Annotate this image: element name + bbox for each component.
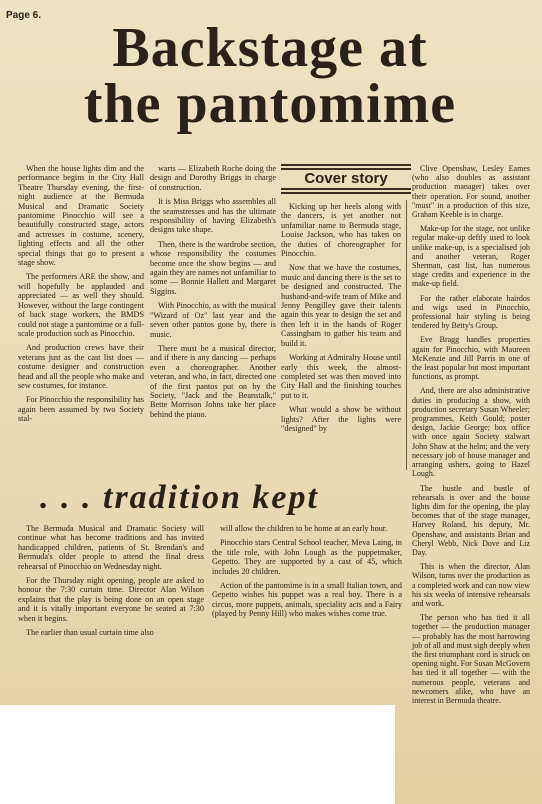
paragraph: The person who has tied it all together — the production manager — probably has the most harrowing job of all and must sigh deeply when the first triumphant cord is struck on opening night. For Susan McGovern has tied it all together — with the numerous people, veterans and newcomers alike, who have an interest in Bermuda theatre. <box>412 613 530 705</box>
paragraph: What would a show be without lights? After the lights were "designed" by <box>281 405 401 433</box>
paragraph: There must be a musical director, and if there is any dancing — perhaps even a choreographer. Another veteran, and who, in fact, directed one of the first pantos put on by the Society, "Jack and the Beanstalk," Bette Morrison Johns take her place behind the piano. <box>150 343 276 419</box>
paragraph: It is Miss Briggs who assembles all the seamstresses and has the ultimate responsibility of having Elizabeth's designs take shape. <box>150 197 276 235</box>
paragraph: The earlier than usual curtain time also <box>26 628 154 638</box>
paragraph: warts — Elizabeth Roche doing the design and Dorothy Briggs in charge of construction. <box>150 164 276 192</box>
paragraph: Now that we have the costumes, music and dancing there is the set to be designed and constructed. The husband-and-wife team of Mike and Jenny Pengilley gave their talents again this year to design the set and then left it in the hands of Roger Cassingham to gather his team and build it. <box>281 263 401 348</box>
paragraph: Make-up for the stage, not unlike regular make-up deftly used to look unlike make-up, is a specialised job and another veteran, Roger Sherman, cast list, has numerous stage credits and experience in the make-up field. <box>412 224 530 289</box>
paragraph: The performers ARE the show, and will hopefully be applauded and appreciated — as well they should. However, without the large contingent of back stage workers, the BMDS could not stage a pantomime or a full-scale production such as Pinocchio. <box>18 272 144 338</box>
headline <box>20 17 520 135</box>
paragraph: Kicking up her heels along with the dancers, is yet another not unfamiliar name to Bermuda stage, Louise Jackson, who has taken on the duties of choreographer for Pinocchio. <box>281 202 401 259</box>
blank-backing <box>0 705 395 804</box>
paragraph: With Pinocchio, as with the musical "Wizard of Oz" last year and the seven other pantos gone by, there is music. <box>150 301 276 339</box>
paragraph: Then, there is the wardrobe section, whose responsibility the costumes become once the show begins — and again they are names not unfamiliar to some — Bonnie Hallett and Margaret Siggins. <box>150 239 276 296</box>
cover-story-label: Cover story <box>281 164 411 194</box>
article-column-4 <box>412 164 530 705</box>
article-bottom-column-2 <box>212 524 402 619</box>
article-bottom-column-1 <box>18 524 204 637</box>
headline-line-2: the pantomime <box>83 73 457 135</box>
paragraph: And, there are also administrative duties in producing a show, with production secretary Susan Wheeler; programmes, Keith Gould; poster design, Jackie George; box office with once again Society stalwart John Shaw at the helm; and the very necessary job of house manager and arranging ushers, going to Hazel Lough. <box>412 386 530 479</box>
paragraph: Eve Bragg handles properties again for Pinocchio, with Maureen McKenzie and Jill Parris in one of the least popular but most important functions, as prompt. <box>412 335 530 382</box>
paragraph: Pinocchio stars Central School teacher, Meva Laing, in the title role, with John Lough as the puppetmaker, Gepetto. They are supported by a cast of 45, which includes 20 children. <box>212 538 402 576</box>
paragraph: will allow the children to be home at an early hour. <box>220 524 388 533</box>
paragraph: Action of the pantomime is in a small Italian town, and Gepetto wishes his puppet was a real boy. There is a circus, more puppets, animals, speciality acts and a Fairy (played by Penny Hill) who makes wishes come true. <box>212 581 402 619</box>
article-column-1 <box>18 164 144 424</box>
paragraph: And production crews have their veterans just as the cast list does — costume designer and construction head and all the people who make and sew costumes, for instance. <box>18 343 144 390</box>
column-divider <box>406 200 407 470</box>
paragraph: For the rather elaborate hairdos and wigs used in Pinocchio, professional hair styling is being tendered by Betty's Group. <box>412 293 530 331</box>
paragraph: The hustle and bustle of rehearsals is over and the house lights dim for the opening, the play becomes that of the stage manager, Harvey Roland, his deputy, Mr. Openshaw, and assistants Brian and Cheryl Webb, Nick Dove and Liz Day. <box>412 483 530 557</box>
headline-line-1: Backstage at <box>112 17 428 79</box>
paragraph: The Bermuda Musical and Dramatic Society will continue what has become traditions and has invited handicapped children, patients of St. Brendan's and Bermuda's older people to attend the final dress rehearsal of Pinocchio on Wednesday night. <box>18 524 204 571</box>
article-column-2 <box>150 164 276 419</box>
paragraph: When the house lights dim and the performance begins in the City Hall Theatre Thursday evening, the first-night audience at the Bermuda Musical and Dramatic Society pantomime Pinocchio will see a beautifully constructed stage, actors and actresses in costume, scenery, lighting effects and all the other special things that go to present a stage show. <box>18 164 144 268</box>
article-column-3 <box>281 202 401 433</box>
paragraph: For the Thursday night opening, people are asked to honour the 7:30 curtain time. Director Alan Wilson explains that the play is being done on an open stage and it is vitally important everyone be seated at 7:30 when it begins. <box>18 576 204 623</box>
paragraph: This is when the director, Alan Wilson, turns over the production as a completed work and can now view his six weeks of intensive rehearsals and work. <box>412 562 530 608</box>
paragraph: For Pinocchio the responsibility has again been assumed by two Society stal- <box>18 395 144 424</box>
paragraph: Clive Openshaw, Lesley Eames (who also doubles as assistant production manager) takes over their operation. For sound, another "must" in a production of this size, Graham Keeble is in charge. <box>412 164 530 220</box>
page-number: Page 6. <box>6 10 42 21</box>
subheadline: . . . tradition kept <box>40 479 319 516</box>
paragraph: Working at Admiralty House until early this week, the almost-completed set was then moved into City Hall and the finishing touches put to it. <box>281 353 401 400</box>
